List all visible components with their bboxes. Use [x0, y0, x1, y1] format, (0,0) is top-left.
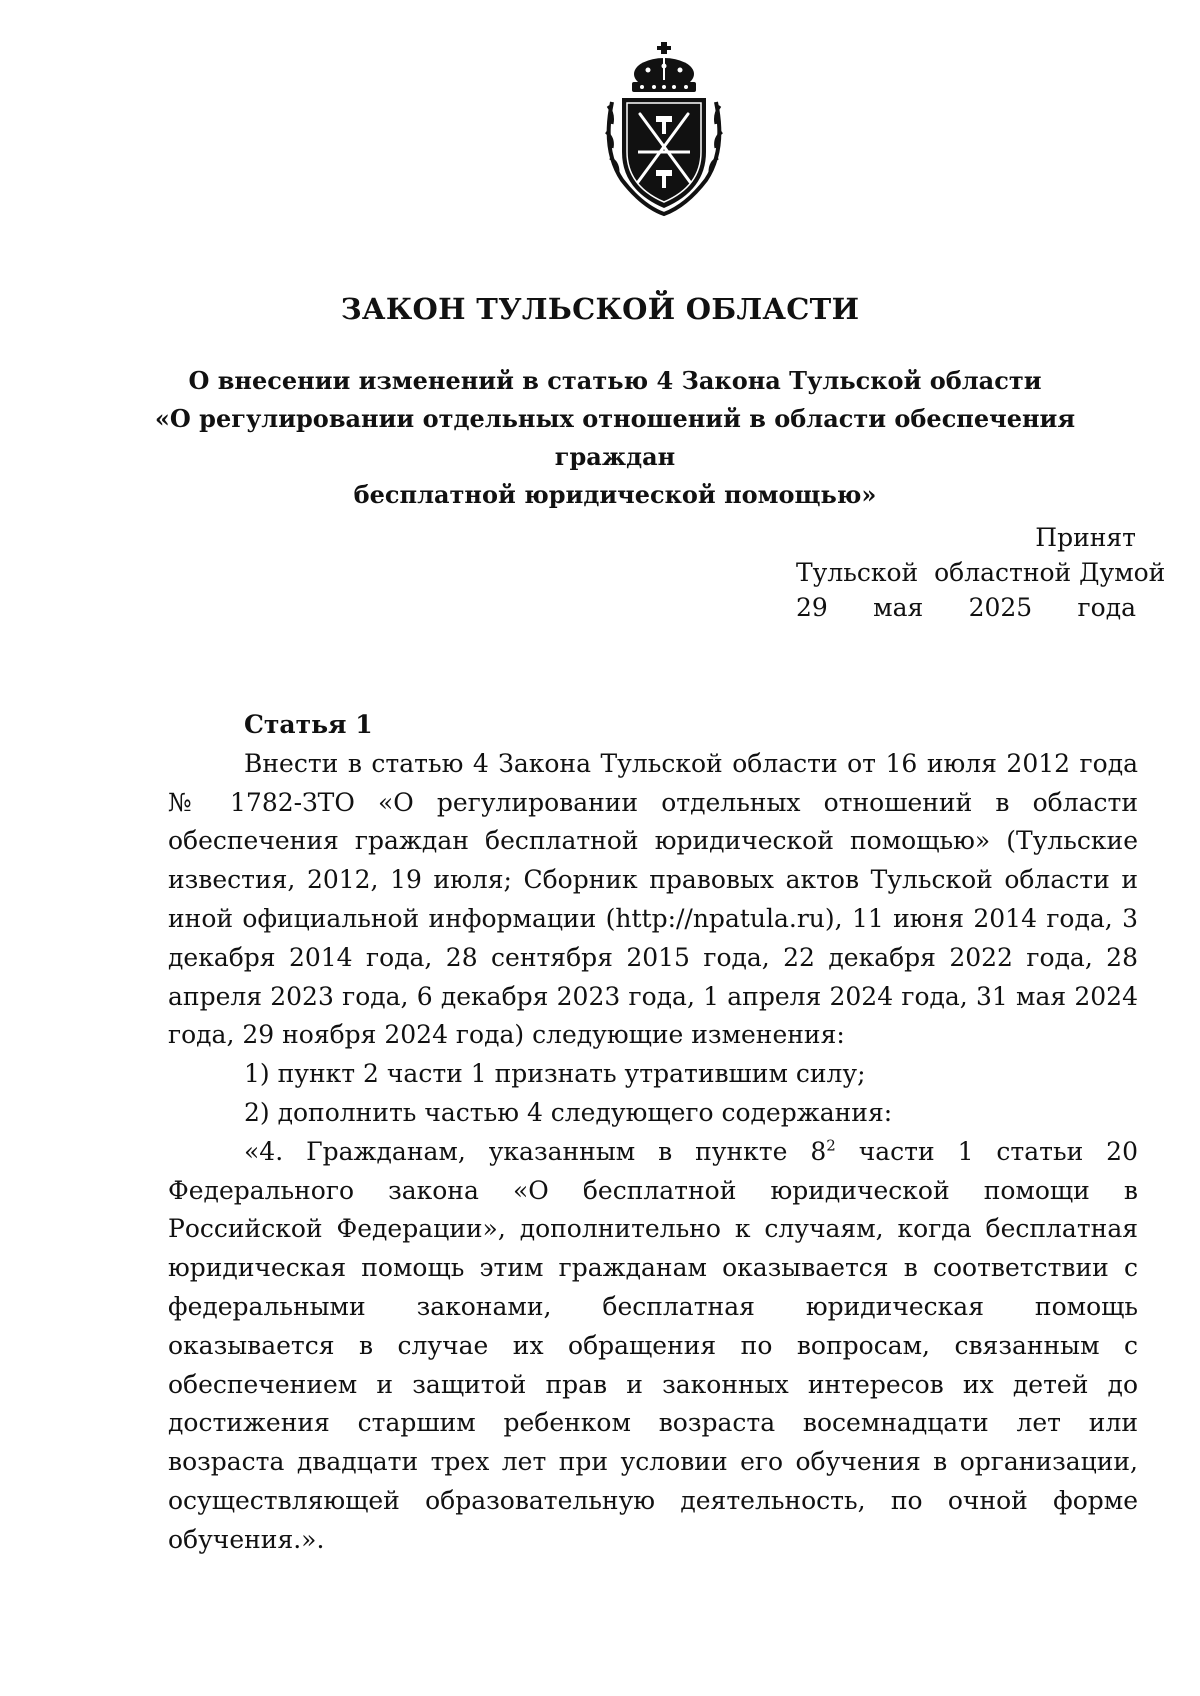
law-subtitle — [150, 362, 1080, 514]
adoption-body: Тульской областной Думой — [796, 558, 1166, 587]
law-title: ЗАКОН ТУЛЬСКОЙ ОБЛАСТИ — [340, 292, 860, 326]
article-body — [168, 706, 1138, 1560]
adoption-date — [796, 590, 1136, 625]
article-item-2: 2) дополнить частью 4 следующего содержания: — [244, 1097, 893, 1127]
subtitle-line: бесплатной юридической помощью» — [353, 480, 877, 509]
adoption-year: 2025 — [968, 593, 1033, 622]
adoption-day: 29 — [796, 593, 828, 622]
article-heading: Статья 1 — [244, 710, 373, 739]
adoption-block — [796, 520, 1166, 625]
adoption-year-word: года — [1077, 593, 1136, 622]
article-quote — [168, 1133, 1138, 1560]
article-item-1: 1) пункт 2 части 1 признать утратившим силу; — [244, 1059, 866, 1089]
quote-text-end: части 1 статьи 20 Федерального закона «О бесплатной юридической помощи в Российской Федерации», дополнительно к случаям, когда бесплатная юридическая помощь этим гражданам оказывается в соответствии с федеральными законами, бесплатная юридическая помощь оказывается в случае их обращения по вопросам, связанным с обеспечением и защитой прав и законных интересов их детей до достижения старшим ребенком возраста восемнадцати лет или возраста двадцати трех лет при условии его обучения в организации, осуществляющей образовательную деятельность, по очной форме обучения.». — [168, 1136, 1138, 1554]
quote-text-start: «4. Гражданам, указанным в пункте 8 — [244, 1136, 827, 1166]
adoption-month: мая — [873, 593, 924, 622]
quote-superscript: 2 — [826, 1136, 836, 1155]
subtitle-line: О внесении изменений в статью 4 Закона Тульской области — [188, 366, 1042, 395]
subtitle-line: «О регулировании отдельных отношений в области обеспечения граждан — [154, 404, 1076, 471]
article-intro: Внести в статью 4 Закона Тульской области от 16 июля 2012 года № 1782-ЗТО «О регулировании отдельных отношений в области обеспечения граждан бесплатной юридической помощью» (Тульские известия, 2012, 19 июля; Сборник правовых актов Тульской области и иной официальной информации (http://npatula.ru), 11 июня 2014 года, 3 декабря 2014 года, 28 сентября 2015 года, 22 декабря 2022 года, 28 апреля 2023 года, 6 декабря 2023 года, 1 апреля 2024 года, 31 мая 2024 года, 29 ноября 2024 года) следующие изменения: — [168, 748, 1138, 1050]
coat-of-arms-icon — [598, 40, 730, 218]
adoption-accepted: Принят — [1035, 523, 1136, 552]
